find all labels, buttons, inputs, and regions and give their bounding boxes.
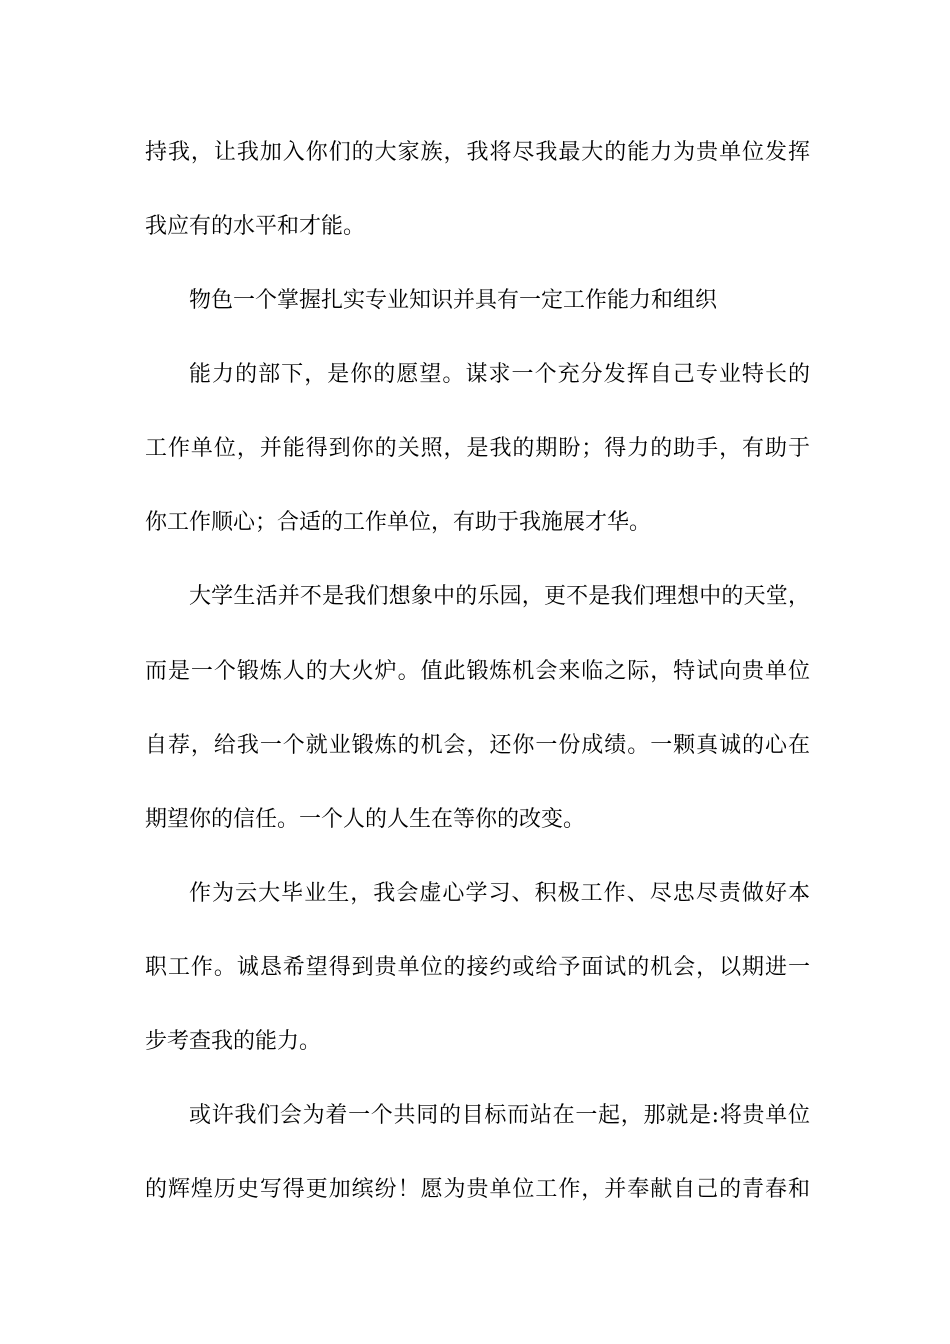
text-line-12: 职工作。诚恳希望得到贵单位的接约或给予面试的机会，以期进一 — [145, 955, 810, 980]
text-line-1: 持我，让我加入你们的大家族，我将尽我最大的能力为贵单位发挥 — [145, 140, 810, 165]
text-line-8: 而是一个锻炼人的大火炉。值此锻炼机会来临之际，特试向贵单位 — [145, 659, 810, 684]
text-line-15: 的辉煌历史写得更加缤纷！愿为贵单位工作，并奉献自己的青春和 — [145, 1177, 810, 1202]
text-line-9: 自荐，给我一个就业锻炼的机会，还你一份成绩。一颗真诚的心在 — [145, 733, 810, 758]
text-line-3: 物色一个掌握扎实专业知识并具有一定工作能力和组织 — [189, 288, 718, 313]
text-line-2: 我应有的水平和才能。 — [145, 214, 366, 239]
text-line-6: 你工作顺心；合适的工作单位，有助于我施展才华。 — [145, 510, 652, 535]
text-line-10: 期望你的信任。一个人的人生在等你的改变。 — [145, 807, 586, 832]
text-line-7: 大学生活并不是我们想象中的乐园，更不是我们理想中的天堂， — [189, 584, 810, 609]
text-line-13: 步考查我的能力。 — [145, 1029, 322, 1054]
text-line-14: 或许我们会为着一个共同的目标而站在一起，那就是:将贵单位 — [189, 1103, 810, 1128]
text-line-11: 作为云大毕业生，我会虚心学习、积极工作、尽忠尽责做好本 — [189, 881, 810, 906]
text-line-4: 能力的部下，是你的愿望。谋求一个充分发挥自己专业特长的 — [189, 362, 810, 387]
text-line-5: 工作单位，并能得到你的关照，是我的期盼；得力的助手，有助于 — [145, 436, 810, 461]
